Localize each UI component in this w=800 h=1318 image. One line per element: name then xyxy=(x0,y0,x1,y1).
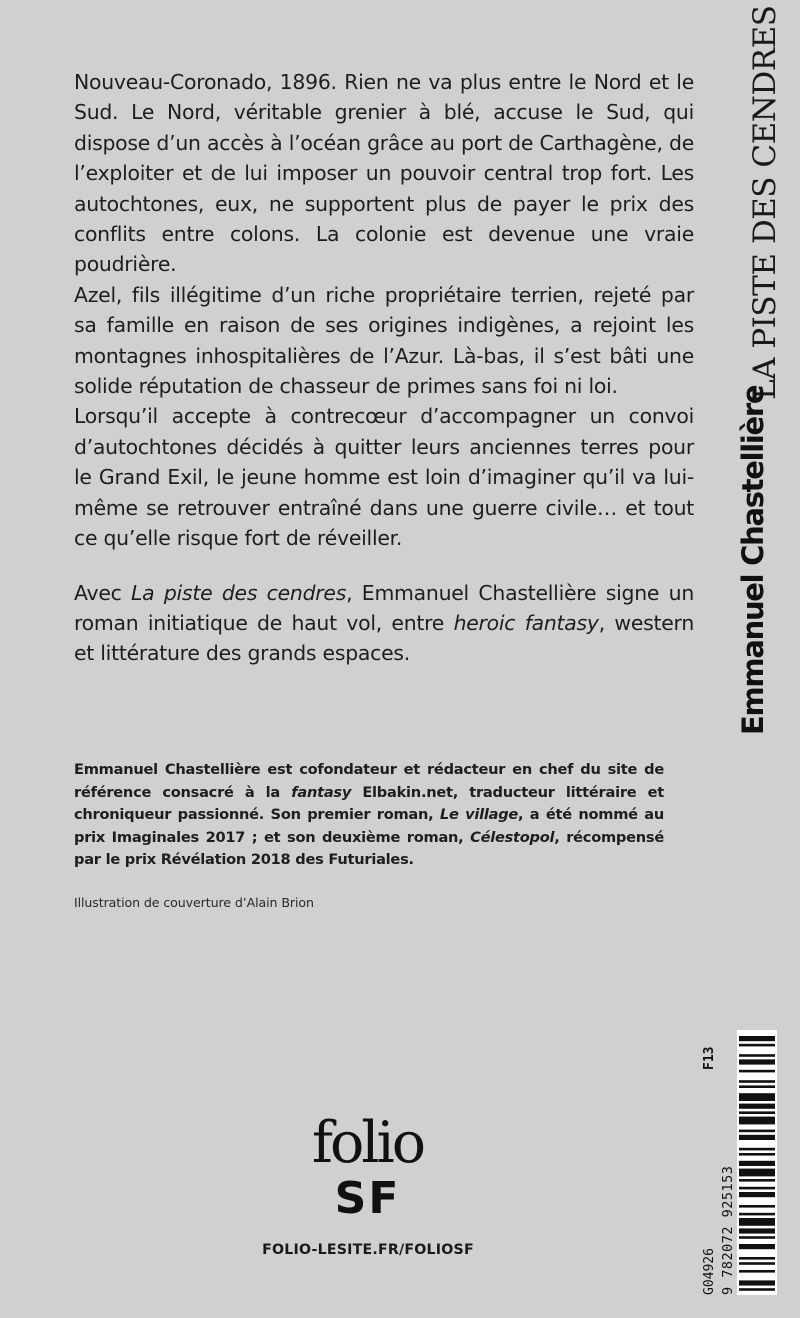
barcode-bar xyxy=(739,1161,775,1166)
barcode-bar xyxy=(739,1104,775,1109)
barcode-bar xyxy=(739,1218,775,1226)
barcode-bar xyxy=(739,1130,775,1133)
spine-title: LA PISTE DES CENDRES xyxy=(747,5,783,400)
blurb xyxy=(74,67,694,669)
barcode-bar xyxy=(739,1093,775,1101)
blurb-paragraph-1: Nouveau-Coronado, 1896. Rien ne va plus entre le Nord et le Sud. Le Nord, véritable grenier à blé, accuse le Sud, qui dispose d’un accès à l’océan grâce au port de Carthagène, de l’exploiter et de lui imposer un pouvoir central trop fort. Les autochtones, eux, ne supportent plus de payer le prix des conflits entre colons. La colonie est devenue une vraie poudrière. xyxy=(74,70,694,277)
barcode-block xyxy=(700,1030,780,1295)
barcode-bar xyxy=(739,1059,775,1064)
barcode-bar xyxy=(739,1135,775,1140)
price-code: F13 xyxy=(702,1046,717,1070)
barcode-bar xyxy=(739,1054,775,1057)
website-url: FOLIO-LESITE.FR/FOLIOSF xyxy=(262,1242,474,1258)
barcode-bar xyxy=(739,1280,775,1285)
paragraph-gap xyxy=(74,554,694,578)
isbn-digits: 9 782072 925153 xyxy=(720,1165,736,1295)
barcode-bar xyxy=(739,1187,775,1190)
barcode-bar xyxy=(739,1111,775,1114)
barcode-bar xyxy=(739,1257,775,1260)
barcode-bar xyxy=(739,1085,775,1088)
barcode-bar xyxy=(739,1117,775,1125)
spine-author: Emmanuel Chastellière xyxy=(736,385,770,735)
sf-logo: SF xyxy=(334,1173,401,1224)
barcode-bar xyxy=(739,1288,775,1291)
barcode-bar xyxy=(739,1270,775,1273)
barcode-bar xyxy=(739,1228,775,1233)
book-title-inline: La piste des cendres xyxy=(131,580,347,605)
product-code: G04926 xyxy=(702,1248,717,1295)
barcode-bar xyxy=(739,1153,775,1156)
barcode-bar xyxy=(739,1213,775,1216)
genre-inline: heroic fantasy xyxy=(453,610,599,635)
barcode-bar xyxy=(739,1080,775,1083)
blurb-paragraph-2: Azel, fils illégitime d’un riche propriétaire terrien, rejeté par sa famille en raison de ses origines indigènes, a rejoint les montagnes inhospitalières de l’Azur. Là-bas, il s’est bâti une solide réputation de chasseur de primes sans foi ni loi. xyxy=(74,282,694,399)
barcode-bar xyxy=(739,1036,775,1041)
barcode-bar xyxy=(739,1192,775,1197)
illustration-credit: Illustration de couverture d’Alain Brion xyxy=(74,895,314,910)
barcode-icon xyxy=(737,1030,777,1295)
barcode-bar xyxy=(739,1262,775,1265)
folio-logo: folio xyxy=(311,1110,424,1176)
barcode-bar xyxy=(739,1179,775,1182)
barcode-bar xyxy=(739,1070,775,1073)
barcode-bar xyxy=(739,1044,775,1047)
blurb-paragraph-3: Lorsqu’il accepte à contrecœur d’accompagner un convoi d’autochtones décidés à quitter leurs anciennes terres pour le Grand Exil, le jeune homme est loin d’imaginer qu’il va lui-même se retrouver entraîné dans une guerre civile… et tout ce qu’elle risque fort de réveiller. xyxy=(74,404,694,551)
barcode-bar xyxy=(739,1236,775,1239)
barcode-bar xyxy=(739,1169,775,1177)
barcode-bar xyxy=(739,1148,775,1151)
blurb-paragraph-4: Avec La piste des cendres, Emmanuel Chastellière signe un roman initiatique de haut vol, entre heroic fantasy, western et littérature des grands espaces. xyxy=(74,580,695,666)
barcode-bar xyxy=(739,1244,775,1249)
author-bio: Emmanuel Chastellière est cofondateur et rédacteur en chef du site de référence consacré à la fantasy Elbakin.net, traducteur littéraire et chroniqueur passionné. Son premier roman, Le village, a été nommé au prix Imaginales 2017 ; et son deuxième roman, Célestopol, récompensé par le prix Révélation 2018 des Futuriales. xyxy=(74,761,665,869)
barcode-bar xyxy=(739,1205,775,1208)
